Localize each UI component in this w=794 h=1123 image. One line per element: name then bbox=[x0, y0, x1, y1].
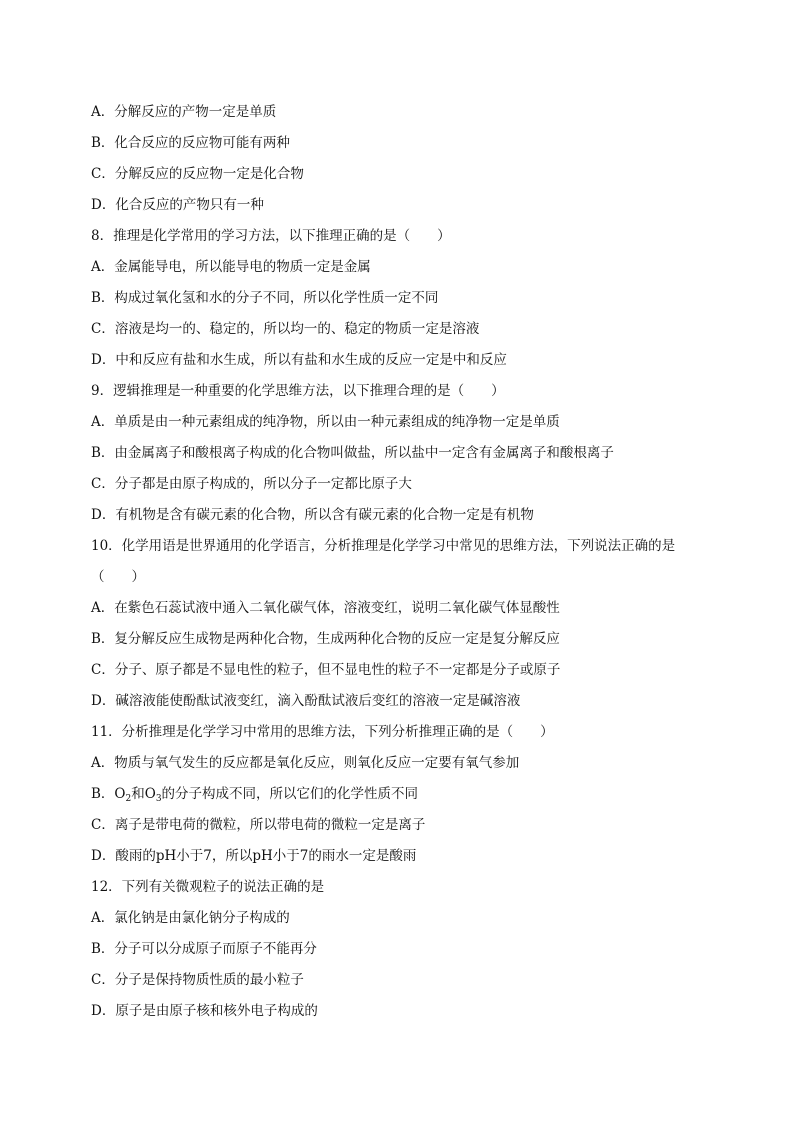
prev-option-d[interactable]: D．化合反应的产物只有一种 bbox=[91, 197, 264, 213]
question-10-option-c[interactable]: C．分子、原子都是不显电性的粒子，但不显电性的粒子不一定都是分子或原子 bbox=[91, 662, 561, 678]
o3-subscript: 3 bbox=[155, 794, 162, 804]
prev-option-a[interactable]: A．分解反应的产物一定是单质 bbox=[91, 104, 277, 120]
question-12-option-c[interactable]: C．分子是保持物质性质的最小粒子 bbox=[91, 972, 304, 988]
question-11-stem: 11．分析推理是化学学习中常用的思维方法，下列分析推理正确的是（ ） bbox=[91, 724, 554, 740]
question-8-stem: 8．推理是化学常用的学习方法，以下推理正确的是（ ） bbox=[91, 228, 451, 244]
question-9-option-c[interactable]: C．分子都是由原子构成的，所以分子一定都比原子大 bbox=[91, 476, 412, 492]
question-12-option-a[interactable]: A．氯化钠是由氯化钠分子构成的 bbox=[91, 910, 290, 926]
prev-option-b[interactable]: B．化合反应的反应物可能有两种 bbox=[91, 135, 290, 151]
question-10-option-b[interactable]: B．复分解反应生成物是两种化合物，生成两种化合物的反应一定是复分解反应 bbox=[91, 631, 560, 647]
option-b-suffix: 的分子构成不同，所以它们的化学性质不同 bbox=[161, 786, 419, 802]
question-11-option-c[interactable]: C．离子是带电荷的微粒，所以带电荷的微粒一定是离子 bbox=[91, 817, 426, 833]
question-9-option-d[interactable]: D．有机物是含有碳元素的化合物，所以含有碳元素的化合物一定是有机物 bbox=[91, 507, 534, 523]
question-8-option-a[interactable]: A．金属能导电，所以能导电的物质一定是金属 bbox=[91, 259, 371, 275]
question-10-stem: 10．化学用语是世界通用的化学语言，分析推理是化学学习中常见的思维方法，下列说法正确的是 bbox=[91, 538, 676, 554]
question-12-option-d[interactable]: D．原子是由原子核和核外电子构成的 bbox=[91, 1003, 318, 1019]
question-list bbox=[91, 97, 731, 1027]
question-9-option-a[interactable]: A．单质是由一种元素组成的纯净物，所以由一种元素组成的纯净物一定是单质 bbox=[91, 414, 560, 430]
question-10-option-a[interactable]: A．在紫色石蕊试液中通入二氧化碳气体，溶液变红，说明二氧化碳气体显酸性 bbox=[91, 600, 560, 616]
prev-option-c[interactable]: C．分解反应的反应物一定是化合物 bbox=[91, 166, 304, 182]
question-10-stem-continuation: （ ） bbox=[91, 569, 145, 585]
question-8-option-d[interactable]: D．中和反应有盐和水生成，所以有盐和水生成的反应一定是中和反应 bbox=[91, 352, 507, 368]
question-9-stem: 9．逻辑推理是一种重要的化学思维方法，以下推理合理的是（ ） bbox=[91, 383, 505, 399]
question-8-option-b[interactable]: B．构成过氧化氢和水的分子不同，所以化学性质一定不同 bbox=[91, 290, 439, 306]
question-11-option-d[interactable]: D．酸雨的pH小于7，所以pH小于7的雨水一定是酸雨 bbox=[91, 848, 417, 864]
option-b-mid: 和O bbox=[131, 786, 156, 802]
o2-subscript: 2 bbox=[125, 794, 132, 804]
option-b-prefix: B．O bbox=[91, 786, 126, 802]
question-10-option-d[interactable]: D．碱溶液能使酚酞试液变红，滴入酚酞试液后变红的溶液一定是碱溶液 bbox=[91, 693, 521, 709]
question-12-option-b[interactable]: B．分子可以分成原子而原子不能再分 bbox=[91, 941, 317, 957]
question-9-option-b[interactable]: B．由金属离子和酸根离子构成的化合物叫做盐，所以盐中一定含有金属离子和酸根离子 bbox=[91, 445, 614, 461]
question-11-option-a[interactable]: A．物质与氧气发生的反应都是氧化反应，则氧化反应一定要有氧气参加 bbox=[91, 755, 520, 771]
question-8-option-c[interactable]: C．溶液是均一的、稳定的，所以均一的、稳定的物质一定是溶液 bbox=[91, 321, 480, 337]
question-11-option-b[interactable] bbox=[91, 779, 731, 810]
question-12-stem: 12．下列有关微观粒子的说法正确的是 bbox=[91, 879, 325, 895]
